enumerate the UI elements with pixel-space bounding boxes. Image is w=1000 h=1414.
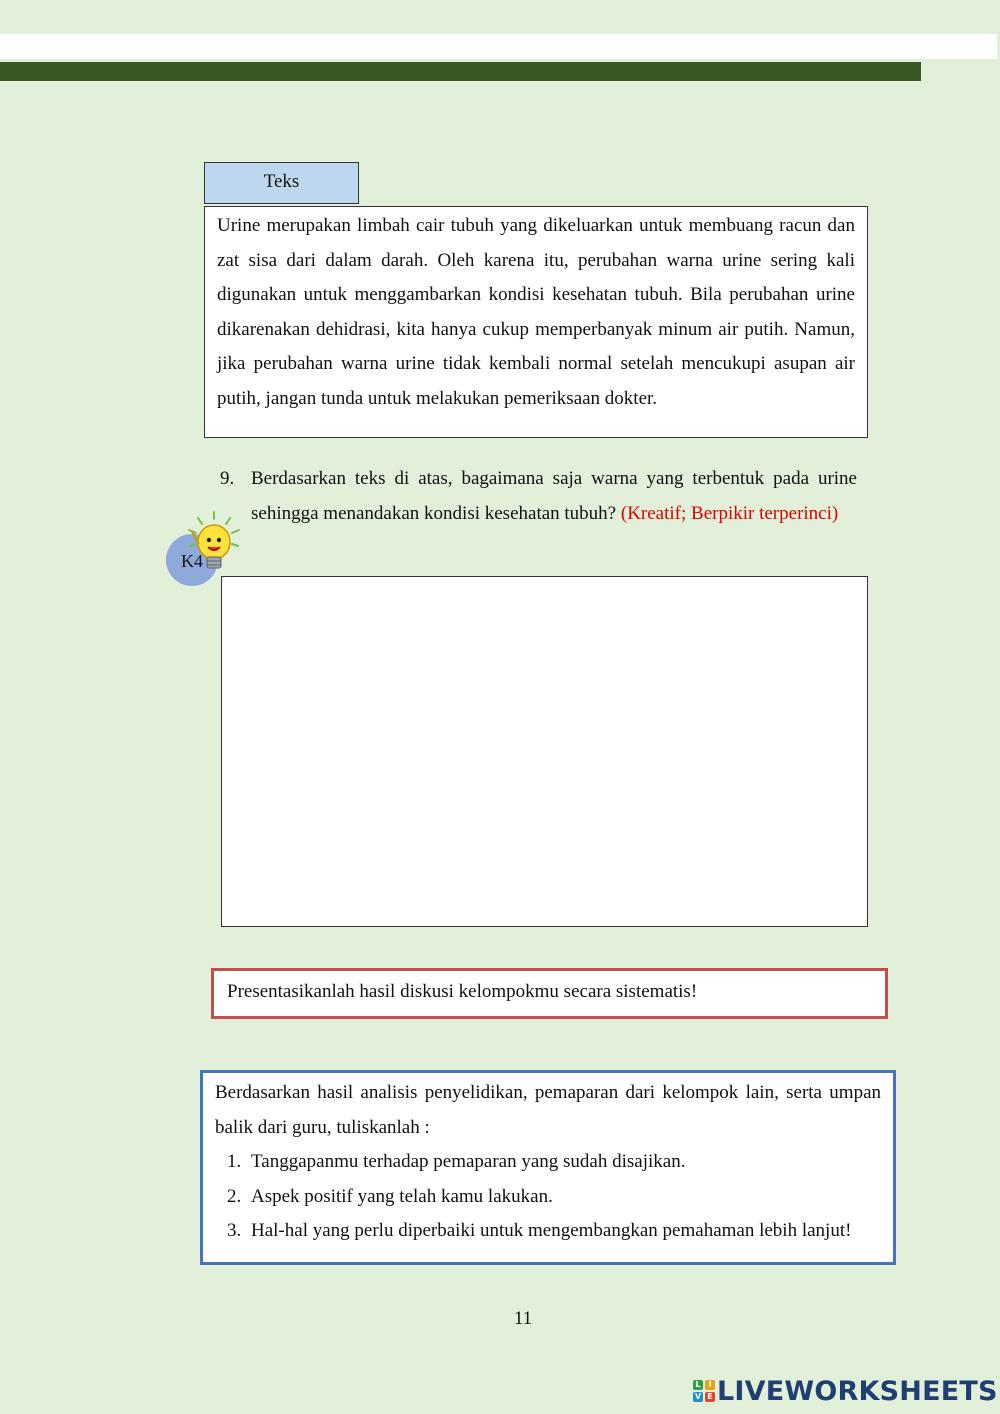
teks-tab-label: Teks (204, 162, 359, 204)
page-number: 11 (513, 1308, 533, 1329)
list-item: 3. Hal-hal yang perlu diperbaiki untuk mengembangkan pemahaman lebih lanjut! (227, 1220, 852, 1242)
question-prompt: Berdasarkan teks di atas, bagaimana saja warna yang terbentuk pada urine sehingga menandakan kondisi kesehatan tubuh? (251, 468, 857, 524)
answer-field[interactable] (221, 576, 868, 927)
lightbulb-icon (186, 510, 242, 580)
header-white-band (0, 34, 997, 59)
logo-tile: I (705, 1380, 715, 1390)
liveworksheets-logo-icon (693, 1380, 715, 1402)
logo-tile: V (694, 1392, 702, 1401)
reflection-box (200, 1070, 896, 1265)
question-text (251, 462, 857, 531)
list-item: 1. Tanggapanmu terhadap pemaparan yang sudah disajikan. (227, 1151, 686, 1173)
list-item: 2. Aspek positif yang telah kamu lakukan. (227, 1185, 553, 1207)
question-tag: (Kreatif; Berpikir terperinci) (620, 502, 839, 524)
header-green-bar (0, 62, 921, 81)
liveworksheets-logo-text: LIVEWORKSHEETS (717, 1375, 998, 1407)
k4-badge-label: K4 (181, 551, 203, 571)
liveworksheets-logo (693, 1374, 998, 1408)
question-number: 9. (220, 468, 235, 489)
teks-passage: Urine merupakan limbah cair tubuh yang dikeluarkan untuk membuang racun dan zat sisa dari dalam darah. Oleh karena itu, perubahan warna urine sering kali digunakan untuk menggambarkan kondisi kesehatan tubuh. Bila perubahan urine dikarenakan dehidrasi, kita hanya cukup memperbanyak minum air putih. Namun, jika perubahan warna urine tidak kembali normal setelah mencukupi asupan air putih, jangan tunda untuk melakukan pemeriksaan dokter. (204, 206, 868, 438)
logo-tile: E (705, 1392, 715, 1402)
reflection-list (215, 1145, 881, 1249)
reflection-intro: Berdasarkan hasil analisis penyelidikan, pemaparan dari kelompok lain, serta umpan balik dari guru, tuliskanlah : (215, 1082, 881, 1138)
presentation-instruction: Presentasikanlah hasil diskusi kelompokmu secara sistematis! (211, 968, 888, 1019)
logo-tile: L (693, 1380, 703, 1390)
